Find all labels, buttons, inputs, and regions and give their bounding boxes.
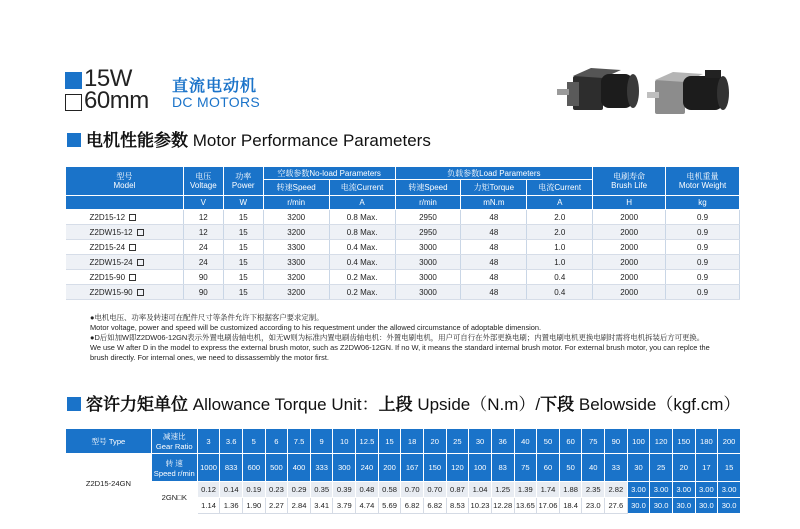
model-cell xyxy=(66,270,184,285)
ratio-cell: 120 xyxy=(650,429,673,454)
speed-cell: 60 xyxy=(537,454,560,482)
table-cell: 3000 xyxy=(395,240,461,255)
ratio-cell: 3.6 xyxy=(220,429,243,454)
speed-cell: 167 xyxy=(401,454,424,482)
option-box xyxy=(137,229,144,236)
ratio-cell: 3 xyxy=(197,429,220,454)
table-cell: 2000 xyxy=(593,270,666,285)
table-cell: 0.2 Max. xyxy=(329,285,395,300)
table-cell: 15 xyxy=(223,255,263,270)
table-cell: 15 xyxy=(223,210,263,225)
lower-torque-cell: 30.0 xyxy=(718,498,741,514)
header-nl-current: 电流Current xyxy=(329,180,395,196)
upper-torque-cell: 1.25 xyxy=(491,482,514,498)
ratio-cell: 150 xyxy=(672,429,695,454)
table-row xyxy=(66,225,740,240)
header-nl-speed: 转速Speed xyxy=(263,180,329,196)
upper-torque-cell: 0.70 xyxy=(423,482,446,498)
performance-table xyxy=(65,166,740,300)
option-box xyxy=(129,274,136,281)
speed-cell: 300 xyxy=(333,454,356,482)
note-1-en: Motor voltage, power and speed will be customized according to his requestment under the allowed circumstance of adoptable dimension. xyxy=(90,323,542,332)
table-cell: 15 xyxy=(223,225,263,240)
speed-cell: 40 xyxy=(582,454,605,482)
lower-torque-cell: 30.0 xyxy=(627,498,650,514)
ratio-cell: 50 xyxy=(537,429,560,454)
table-row xyxy=(66,270,740,285)
table-cell: 0.4 Max. xyxy=(329,255,395,270)
table-cell: 2000 xyxy=(593,240,666,255)
model-name: Z2DW15-90 xyxy=(89,287,133,297)
ratio-cell: 20 xyxy=(423,429,446,454)
upper-torque-cell: 1.39 xyxy=(514,482,537,498)
ratio-cell: 180 xyxy=(695,429,718,454)
upper-torque-cell: 0.87 xyxy=(446,482,469,498)
upper-torque-cell: 1.74 xyxy=(537,482,560,498)
speed-cell: 20 xyxy=(672,454,695,482)
speed-cell: 600 xyxy=(242,454,265,482)
unit-cell: r/min xyxy=(395,196,461,210)
model-name: Z2DW15-24 xyxy=(89,257,133,267)
ratio-cell: 100 xyxy=(627,429,650,454)
table-cell: 90 xyxy=(183,285,223,300)
table-cell: 15 xyxy=(223,270,263,285)
upper-torque-cell: 0.48 xyxy=(356,482,379,498)
model-cell: Z2D15-24GN xyxy=(66,454,152,514)
upper-torque-cell: 1.04 xyxy=(469,482,492,498)
note-2-cn: ●D后如加W即Z2DW06-12GN表示外置电刷齿轴电机，如无W则为标准内置电刷齿轴电机：外置电刷电机，用户可自行在外部更换电刷；内置电刷电机更换电刷时需将电机拆装后方可更换。 xyxy=(90,333,705,342)
ratio-cell: 200 xyxy=(718,429,741,454)
table-row xyxy=(66,285,740,300)
ratio-row xyxy=(66,429,741,454)
ratio-cell: 12.5 xyxy=(356,429,379,454)
table-cell: 12 xyxy=(183,210,223,225)
upper-torque-cell: 3.00 xyxy=(718,482,741,498)
speed-row xyxy=(66,454,741,482)
upper-torque-cell: 0.23 xyxy=(265,482,288,498)
unit-cell: H xyxy=(593,196,666,210)
model-cell xyxy=(66,210,184,225)
speed-cell: 75 xyxy=(514,454,537,482)
table-cell: 15 xyxy=(223,285,263,300)
model-name: Z2D15-90 xyxy=(89,272,126,282)
table-row xyxy=(66,210,740,225)
table-cell: 2.0 xyxy=(527,225,593,240)
motor-product-image xyxy=(555,62,755,124)
lower-torque-cell: 6.82 xyxy=(423,498,446,514)
speed-cell: 833 xyxy=(220,454,243,482)
table-cell: 3000 xyxy=(395,285,461,300)
upper-torque-cell: 2.35 xyxy=(582,482,605,498)
table-cell: 3200 xyxy=(263,225,329,240)
section-marker xyxy=(67,133,81,147)
table-cell: 3000 xyxy=(395,255,461,270)
table-cell: 0.8 Max. xyxy=(329,225,395,240)
filled-square-marker xyxy=(65,72,82,89)
lower-torque-cell: 17.06 xyxy=(537,498,560,514)
section-title-torque: 容许力矩单位 Allowance Torque Unit：上段 Upside（N.m）/下段 Belowside（kgf.cm） xyxy=(86,395,741,414)
gear-ratio-label: 减速比 Gear Ratio xyxy=(151,429,197,454)
table-cell: 48 xyxy=(461,210,527,225)
ratio-cell: 90 xyxy=(605,429,628,454)
speed-cell: 15 xyxy=(718,454,741,482)
ratio-cell: 15 xyxy=(378,429,401,454)
table-row xyxy=(66,255,740,270)
title-cn: 直流电动机 xyxy=(172,78,258,95)
table-cell: 2950 xyxy=(395,225,461,240)
lower-torque-cell: 3.41 xyxy=(310,498,333,514)
speed-cell: 30 xyxy=(627,454,650,482)
torque-table xyxy=(65,428,741,514)
model-cell xyxy=(66,255,184,270)
speed-cell: 120 xyxy=(446,454,469,482)
lower-torque-cell: 2.27 xyxy=(265,498,288,514)
section-marker xyxy=(67,397,81,411)
option-box xyxy=(137,289,144,296)
table-cell: 2000 xyxy=(593,285,666,300)
empty-square-marker xyxy=(65,94,82,111)
speed-cell: 25 xyxy=(650,454,673,482)
frame-size: 60mm xyxy=(84,87,149,114)
gear-cell: 2GN□K xyxy=(151,482,197,514)
table-cell: 24 xyxy=(183,240,223,255)
speed-cell: 500 xyxy=(265,454,288,482)
upper-torque-cell: 0.19 xyxy=(242,482,265,498)
header-l-current: 电流Current xyxy=(527,180,593,196)
header-load: 负载参数Load Parameters xyxy=(395,167,593,180)
lower-torque-cell: 6.82 xyxy=(401,498,424,514)
speed-cell: 17 xyxy=(695,454,718,482)
table-cell: 3200 xyxy=(263,210,329,225)
unit-model xyxy=(66,196,184,210)
table-cell: 3200 xyxy=(263,285,329,300)
speed-cell: 100 xyxy=(469,454,492,482)
upper-torque-cell: 3.00 xyxy=(672,482,695,498)
ratio-cell: 25 xyxy=(446,429,469,454)
upper-torque-cell: 0.70 xyxy=(401,482,424,498)
header-brush-life: 电刷寿命 Brush Life xyxy=(593,167,666,196)
lower-torque-cell: 1.36 xyxy=(220,498,243,514)
lower-torque-cell: 12.28 xyxy=(491,498,514,514)
unit-cell: r/min xyxy=(263,196,329,210)
ratio-cell: 18 xyxy=(401,429,424,454)
table-cell: 48 xyxy=(461,270,527,285)
speed-cell: 1000 xyxy=(197,454,220,482)
unit-cell: kg xyxy=(666,196,740,210)
table-cell: 3200 xyxy=(263,270,329,285)
table-cell: 1.0 xyxy=(527,255,593,270)
unit-cell: A xyxy=(329,196,395,210)
lower-torque-cell: 10.23 xyxy=(469,498,492,514)
upper-torque-cell: 0.14 xyxy=(220,482,243,498)
table-cell: 0.4 xyxy=(527,270,593,285)
ratio-cell: 60 xyxy=(559,429,582,454)
table-cell: 0.9 xyxy=(666,270,740,285)
type-header-cell: 型号 Type xyxy=(66,429,152,454)
lower-torque-cell: 30.0 xyxy=(695,498,718,514)
lower-torque-cell: 27.6 xyxy=(605,498,628,514)
upper-torque-cell: 3.00 xyxy=(650,482,673,498)
speed-cell: 50 xyxy=(559,454,582,482)
lower-torque-cell: 3.79 xyxy=(333,498,356,514)
table-cell: 0.4 Max. xyxy=(329,240,395,255)
table-cell: 2.0 xyxy=(527,210,593,225)
lower-torque-cell: 1.90 xyxy=(242,498,265,514)
header-noload: 空载参数No-load Parameters xyxy=(263,167,395,180)
speed-cell: 240 xyxy=(356,454,379,482)
table-cell: 0.2 Max. xyxy=(329,270,395,285)
speed-cell: 150 xyxy=(423,454,446,482)
header-l-torque: 力矩Torque xyxy=(461,180,527,196)
table-row xyxy=(66,240,740,255)
upper-torque-cell: 3.00 xyxy=(627,482,650,498)
table-cell: 1.0 xyxy=(527,240,593,255)
model-cell xyxy=(66,285,184,300)
header-weight: 电机重量 Motor Weight xyxy=(666,167,740,196)
lower-torque-cell: 30.0 xyxy=(650,498,673,514)
upper-torque-cell: 0.58 xyxy=(378,482,401,498)
unit-cell: V xyxy=(183,196,223,210)
upper-torque-cell: 0.35 xyxy=(310,482,333,498)
speed-label: 转 速 Speed r/min xyxy=(151,454,197,482)
upper-torque-row xyxy=(66,482,741,498)
table-cell: 48 xyxy=(461,285,527,300)
table-cell: 3000 xyxy=(395,270,461,285)
lower-torque-cell: 23.0 xyxy=(582,498,605,514)
model-name: Z2DW15-12 xyxy=(89,227,133,237)
ratio-cell: 36 xyxy=(491,429,514,454)
ratio-cell: 10 xyxy=(333,429,356,454)
table-cell: 48 xyxy=(461,255,527,270)
table-cell: 3300 xyxy=(263,255,329,270)
notes xyxy=(90,313,780,363)
speed-cell: 200 xyxy=(378,454,401,482)
upper-torque-cell: 2.82 xyxy=(605,482,628,498)
unit-cell: W xyxy=(223,196,263,210)
lower-torque-cell: 8.53 xyxy=(446,498,469,514)
header-voltage: 电压 Voltage xyxy=(183,167,223,196)
table-cell: 12 xyxy=(183,225,223,240)
ratio-cell: 40 xyxy=(514,429,537,454)
ratio-cell: 5 xyxy=(242,429,265,454)
header-model: 型号 Model xyxy=(66,167,184,196)
option-box xyxy=(137,259,144,266)
table-cell: 24 xyxy=(183,255,223,270)
table-cell: 0.9 xyxy=(666,255,740,270)
upper-torque-cell: 0.39 xyxy=(333,482,356,498)
speed-cell: 400 xyxy=(288,454,311,482)
table-cell: 48 xyxy=(461,225,527,240)
upper-torque-cell: 3.00 xyxy=(695,482,718,498)
power-rating: 15W xyxy=(84,65,132,92)
table-cell: 0.9 xyxy=(666,240,740,255)
note-2-en: We use W after D in the model to express the external brush motor, such as Z2DW06-12GN. If no W, it means the standard internal brush motor. For external brush motor, you can replce the brush directly. For internal ones, we need to dissassembly the motor first. xyxy=(90,343,710,362)
lower-torque-cell: 18.4 xyxy=(559,498,582,514)
unit-cell: mN.m xyxy=(461,196,527,210)
title-en: DC MOTORS xyxy=(172,94,260,110)
table-cell: 0.9 xyxy=(666,225,740,240)
model-name: Z2D15-12 xyxy=(89,212,126,222)
option-box xyxy=(129,244,136,251)
table-cell: 2000 xyxy=(593,225,666,240)
lower-torque-cell: 5.69 xyxy=(378,498,401,514)
header-power: 功率 Power xyxy=(223,167,263,196)
note-1-cn: ●电机电压、功率及转速可在配件尺寸等条件允许下根据客户要求定制。 xyxy=(90,313,324,322)
lower-torque-cell: 4.74 xyxy=(356,498,379,514)
ratio-cell: 30 xyxy=(469,429,492,454)
lower-torque-cell: 30.0 xyxy=(672,498,695,514)
ratio-cell: 7.5 xyxy=(288,429,311,454)
ratio-cell: 6 xyxy=(265,429,288,454)
speed-cell: 33 xyxy=(605,454,628,482)
ratio-cell: 9 xyxy=(310,429,333,454)
table-cell: 0.9 xyxy=(666,285,740,300)
option-box xyxy=(129,214,136,221)
unit-cell: A xyxy=(527,196,593,210)
upper-torque-cell: 1.88 xyxy=(559,482,582,498)
table-cell: 3300 xyxy=(263,240,329,255)
lower-torque-cell: 2.84 xyxy=(288,498,311,514)
lower-torque-cell: 1.14 xyxy=(197,498,220,514)
table-cell: 0.4 xyxy=(527,285,593,300)
model-cell xyxy=(66,240,184,255)
lower-torque-cell: 13.65 xyxy=(514,498,537,514)
table-cell: 2000 xyxy=(593,255,666,270)
table-cell: 90 xyxy=(183,270,223,285)
model-cell xyxy=(66,225,184,240)
section-title-performance: 电机性能参数 Motor Performance Parameters xyxy=(86,131,431,150)
upper-torque-cell: 0.12 xyxy=(197,482,220,498)
table-cell: 15 xyxy=(223,240,263,255)
table-cell: 0.9 xyxy=(666,210,740,225)
table-cell: 48 xyxy=(461,240,527,255)
table-cell: 2000 xyxy=(593,210,666,225)
upper-torque-cell: 0.29 xyxy=(288,482,311,498)
table-cell: 0.8 Max. xyxy=(329,210,395,225)
table-cell: 2950 xyxy=(395,210,461,225)
model-name: Z2D15-24 xyxy=(89,242,126,252)
speed-cell: 333 xyxy=(310,454,333,482)
header-l-speed: 转速Speed xyxy=(395,180,461,196)
speed-cell: 83 xyxy=(491,454,514,482)
ratio-cell: 75 xyxy=(582,429,605,454)
